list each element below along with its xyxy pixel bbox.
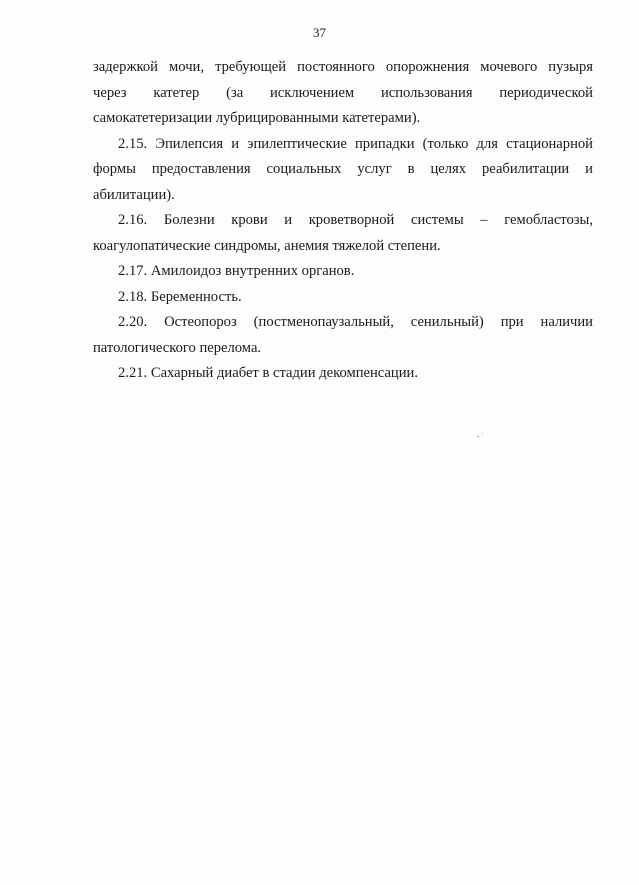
- paragraph-2-16: [93, 208, 593, 259]
- text-line: через катетер (за исключением использования периодической: [93, 84, 593, 101]
- text-line: 2.18. Беременность.: [118, 288, 242, 305]
- text-line: самокатетеризации лубрицированными катетерами).: [93, 110, 421, 126]
- text-line: 2.15. Эпилепсия и эпилептические припадки (только для стационарной: [118, 135, 593, 152]
- scan-speck: [477, 436, 479, 437]
- paragraph-2-20: [93, 310, 593, 361]
- paragraph-2-21: [93, 361, 593, 387]
- page-number: 37: [313, 25, 326, 40]
- text-line: коагулопатические синдромы, анемия тяжелой степени.: [93, 237, 441, 254]
- paragraph-2-17: [93, 259, 593, 285]
- text-line: 2.21. Сахарный диабет в стадии декомпенсации.: [118, 365, 419, 381]
- document-body: [93, 55, 593, 387]
- text-line: патологического перелома.: [93, 339, 262, 356]
- text-line: 2.20. Остеопороз (постменопаузальный, сенильный) при наличии: [118, 314, 593, 330]
- text-line: 2.17. Амилоидоз внутренних органов.: [118, 263, 355, 279]
- paragraph-2-15: [93, 132, 593, 209]
- text-line: задержкой мочи, требующей постоянного опорожнения мочевого пузыря: [93, 59, 593, 75]
- paragraph-continuation: [93, 55, 593, 132]
- text-line: абилитации).: [93, 186, 175, 203]
- text-line: 2.16. Болезни крови и кроветворной системы – гемобластозы,: [118, 212, 593, 228]
- paragraph-2-18: [93, 285, 593, 311]
- text-line: формы предоставления социальных услуг в целях реабилитации и: [93, 161, 593, 177]
- scan-speck: [482, 433, 483, 434]
